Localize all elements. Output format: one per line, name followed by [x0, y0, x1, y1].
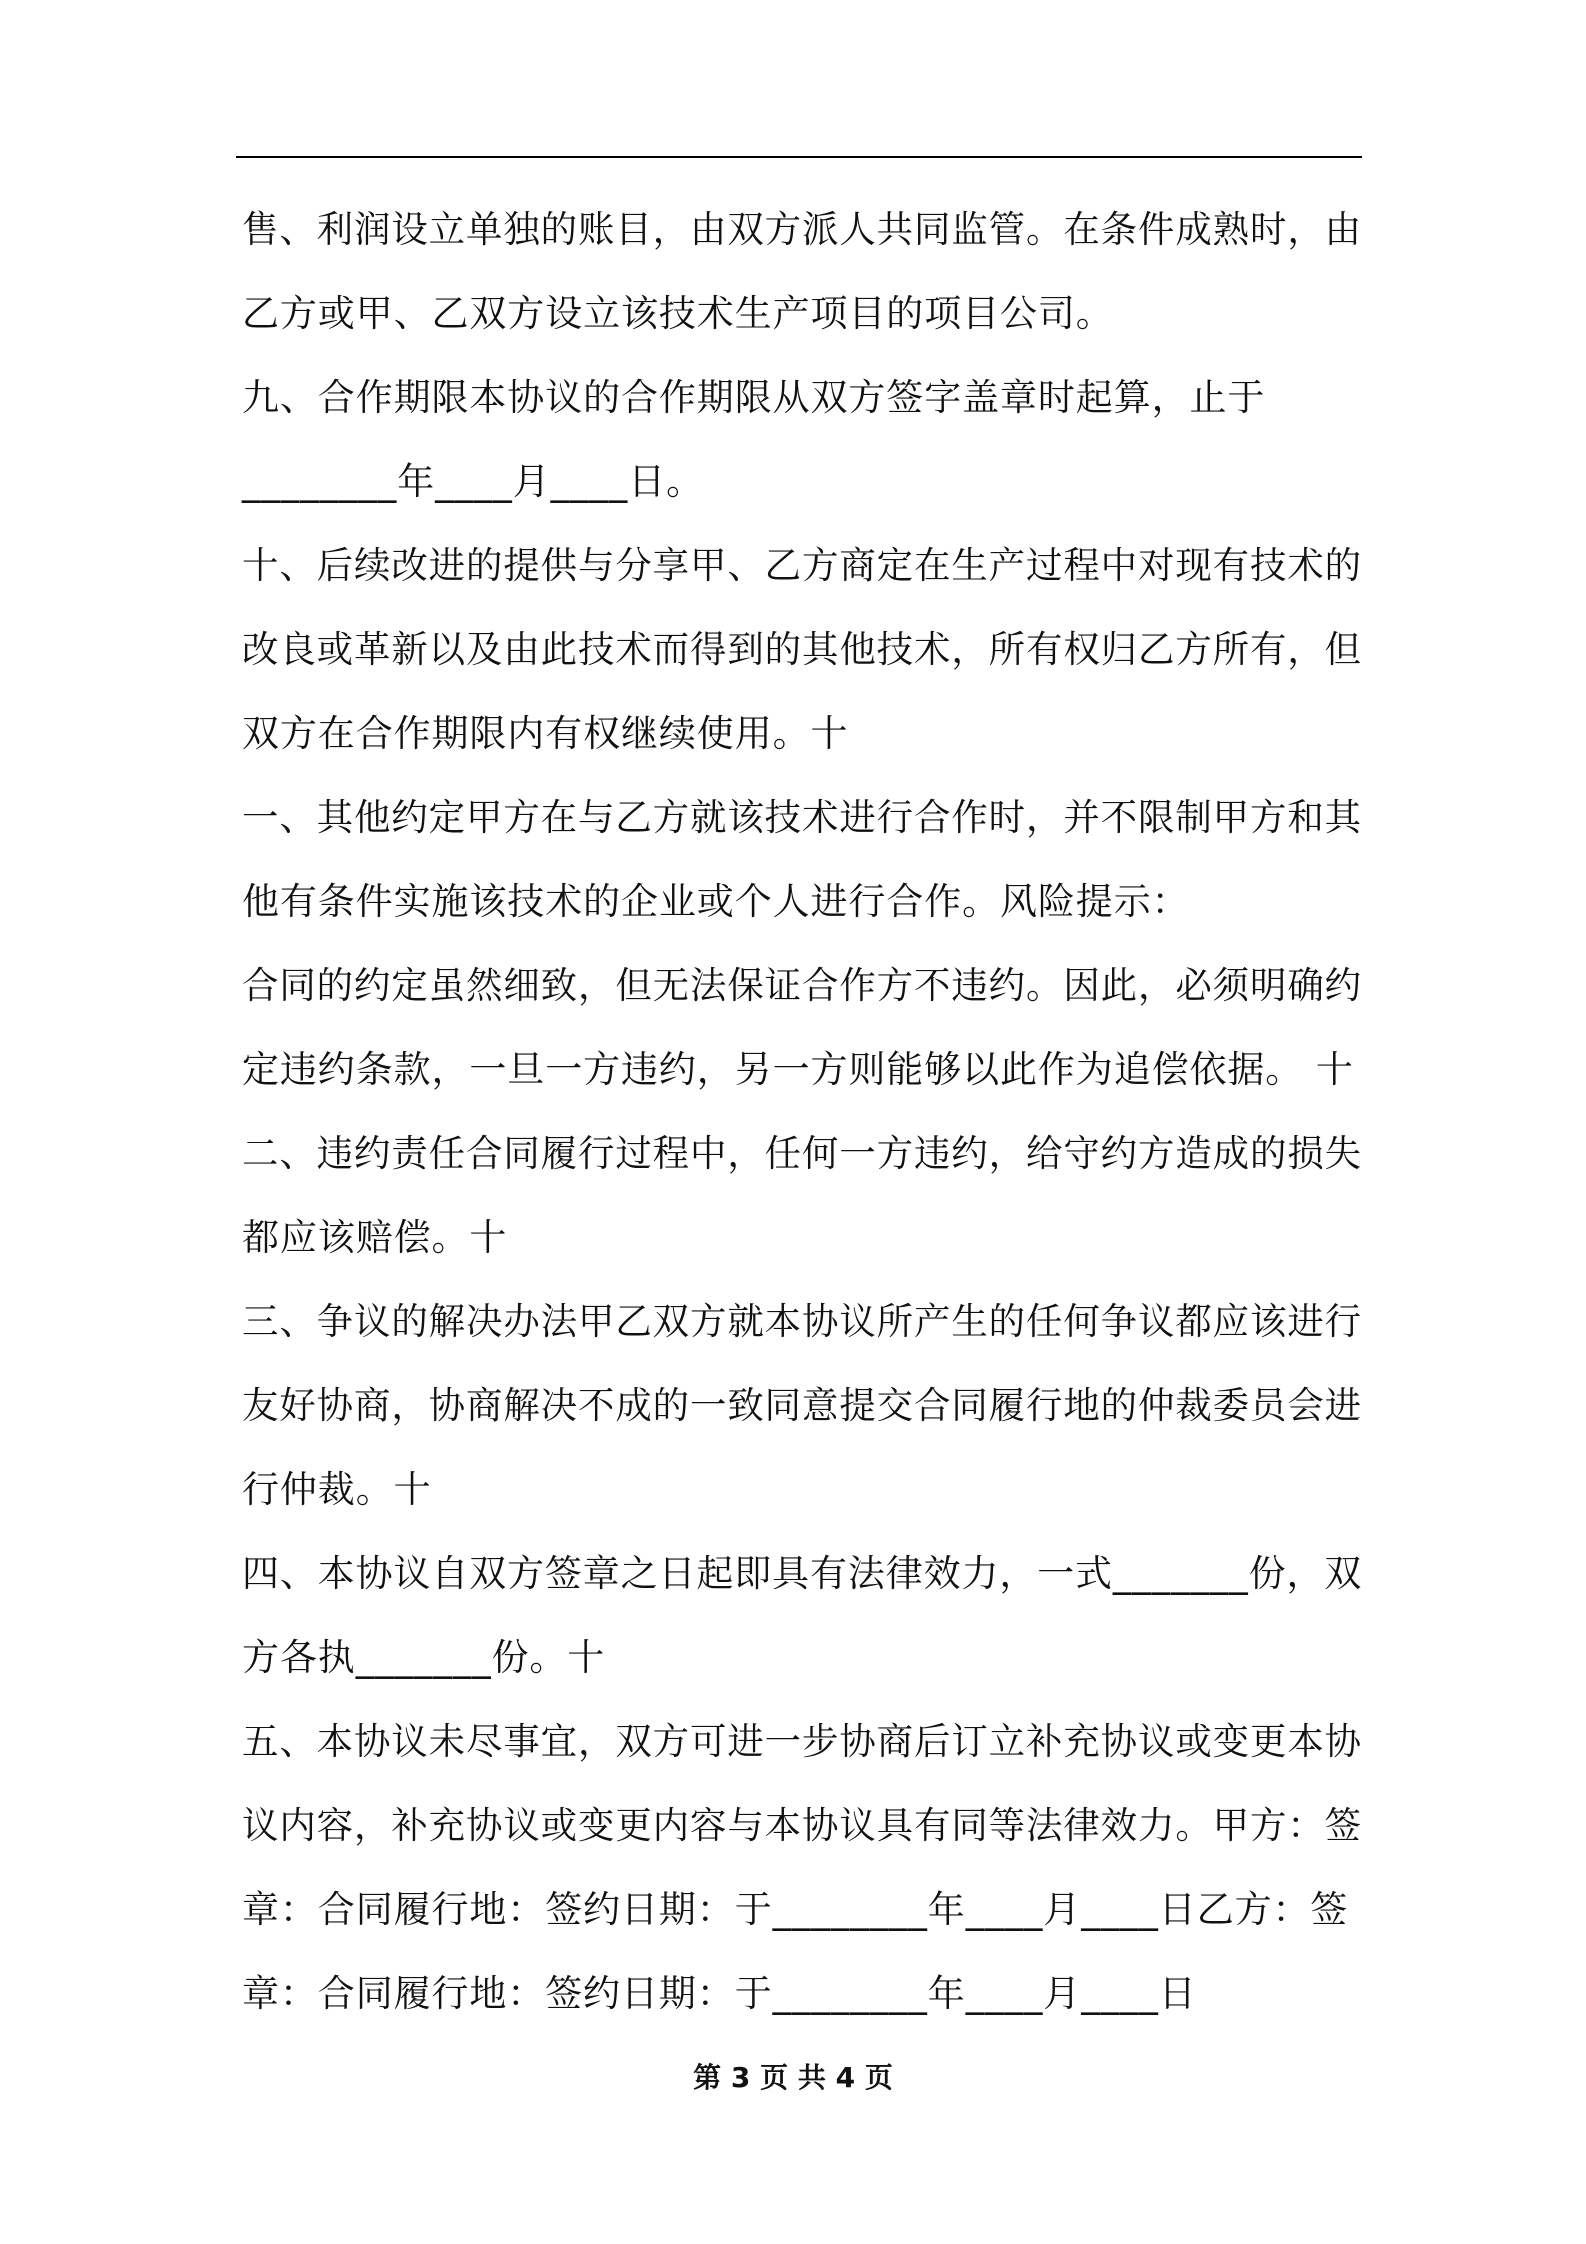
body-line: 改良或革新以及由此技术而得到的其他技术，所有权归乙方所有，但 — [242, 628, 1362, 671]
body-line: 三、争议的解决办法甲乙双方就本协议所产生的任何争议都应该进行 — [242, 1300, 1362, 1343]
body-line: 他有条件实施该技术的企业或个人进行合作。风险提示： — [242, 880, 1190, 923]
body-line: 一、其他约定甲方在与乙方就该技术进行合作时，并不限制甲方和其 — [242, 796, 1362, 839]
body-line: 方各执_______份。十 — [242, 1636, 606, 1679]
body-line: 四、本协议自双方签章之日起即具有法律效力，一式_______份，双 — [242, 1552, 1363, 1595]
body-line: 章：合同履行地：签约日期：于________年____月____日 — [242, 1972, 1197, 2015]
body-line: 议内容，补充协议或变更内容与本协议具有同等法律效力。甲方：签 — [242, 1804, 1362, 1847]
body-line: 定违约条款，一旦一方违约，另一方则能够以此作为追偿依据。 十 — [242, 1048, 1354, 1091]
body-line: 十、后续改进的提供与分享甲、乙方商定在生产过程中对现有技术的 — [242, 544, 1362, 587]
body-line: 九、合作期限本协议的合作期限从双方签字盖章时起算，止于 — [242, 376, 1266, 419]
body-line: 双方在合作期限内有权继续使用。十 — [242, 712, 849, 755]
header-rule — [236, 156, 1362, 158]
body-line: 二、违约责任合同履行过程中，任何一方违约，给守约方造成的损失 — [242, 1132, 1362, 1175]
body-line: 售、利润设立单独的账目，由双方派人共同监管。在条件成熟时，由 — [242, 208, 1362, 251]
body-line: ________年____月____日。 — [242, 460, 704, 503]
page-number: 第 3 页 共 4 页 — [693, 2061, 893, 2094]
body-line: 都应该赔偿。十 — [242, 1216, 508, 1259]
body-line: 行仲裁。十 — [242, 1468, 432, 1511]
body-line: 章：合同履行地：签约日期：于________年____月____日乙方：签 — [242, 1888, 1349, 1931]
body-line: 合同的约定虽然细致，但无法保证合作方不违约。因此，必须明确约 — [242, 964, 1362, 1007]
body-line: 五、本协议未尽事宜，双方可进一步协商后订立补充协议或变更本协 — [242, 1720, 1362, 1763]
body-line: 友好协商，协商解决不成的一致同意提交合同履行地的仲裁委员会进 — [242, 1384, 1362, 1427]
body-line: 乙方或甲、乙双方设立该技术生产项目的项目公司。 — [242, 292, 1114, 335]
